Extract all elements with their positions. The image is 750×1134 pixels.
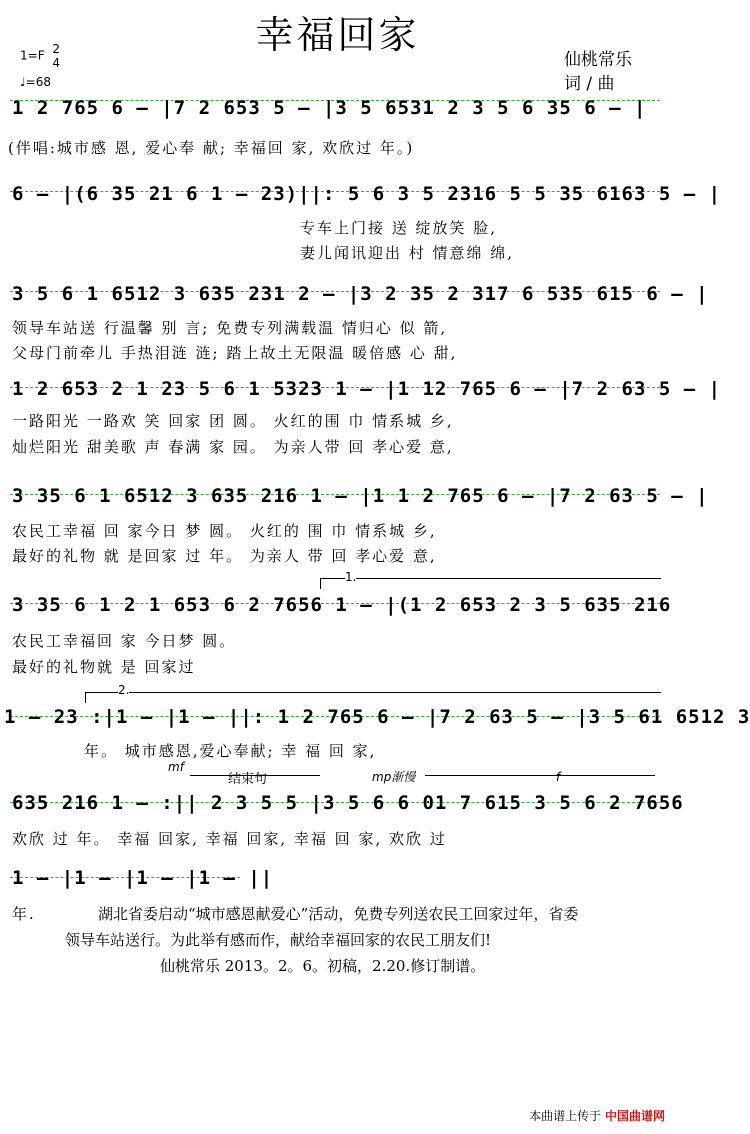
author-name: 仙桃常乐: [564, 50, 632, 70]
notation-row-7: 1 – 23 :|1 – |1 – ||: 1 2 765 6 – |7 2 63 5 – |3 5 61 6512 3: [4, 706, 750, 728]
composition-note-line-3: 仙桃常乐 2013。2。6。初稿，2.20.修订制谱。: [160, 957, 486, 975]
lyric-row-3a: 领导车站送 行温馨 别 言; 免费专列满载温 情归心 似 箭,: [12, 319, 448, 337]
composition-note-line-1: 湖北省委启动“城市感恩献爱心”活动，免费专列送农民工回家过年，省委: [98, 905, 579, 923]
tempo-marking: ♩=68: [20, 75, 51, 89]
lyric-row-6a: 农民工幸福回 家 今日梦 圆。: [12, 632, 237, 650]
lyric-row-5a: 农民工幸福 回 家今日 梦 圆。 火红的 围 巾 情系城 乡,: [12, 522, 437, 540]
key-label: 1=F: [20, 48, 45, 63]
lyric-row-9: 年.: [12, 905, 36, 923]
notation-row-1: 1 2 765 6 – |7 2 653 5 – |3 5 6531 2 3 5 6 35 6 – |: [12, 97, 647, 119]
time-sig-denominator: 4: [52, 56, 61, 70]
notation-row-5: 3 35 6 1 6512 3 635 216 1 – |1 1 2 765 6 – |7 2 63 5 – |: [12, 485, 709, 507]
lyric-row-2b: 妻儿闻讯迎出 村 情意绵 绵,: [300, 244, 515, 262]
source-footer: [529, 1107, 665, 1124]
notation-row-6: 3 35 6 1 2 1 653 6 2 7656 1 – |(1 2 653 2 3 5 635 216: [12, 594, 672, 616]
lyric-row-6b: 最好的礼物就 是 回家过: [12, 658, 196, 676]
lyric-row-4b: 灿烂阳光 甜美歌 声 春满 家 园。 为亲人带 回 孝心爱 意,: [12, 438, 454, 456]
song-title: 幸福回家: [255, 13, 420, 57]
crescendo-line: [425, 775, 655, 776]
lyric-row-5b: 最好的礼物 就 是回家 过 年。 为亲人 带 回 孝心爱 意,: [12, 547, 437, 565]
lyric-row-1: (伴唱:城市感 恩, 爱心奉 献; 幸福回 家, 欢欣过 年。): [8, 139, 415, 157]
notation-row-3: 3 5 6 1 6512 3 635 231 2 – |3 2 35 2 317 6 535 615 6 – |: [12, 283, 709, 305]
lyric-row-3b: 父母门前牵儿 手热泪涟 涟; 踏上故土无限温 暖倍感 心 甜,: [12, 344, 458, 362]
volta-2-label: 2.: [118, 683, 130, 697]
lyric-row-2a: 专车上门接 送 绽放笑 脸,: [300, 219, 498, 237]
dynamic-mf: mf: [168, 760, 184, 774]
lyric-row-4a: 一路阳光 一路欢 笑 回家 团 圆。 火红的围 巾 情系城 乡,: [12, 412, 454, 430]
site-logo: 中国曲谱网: [604, 1109, 665, 1123]
footer-text: 本曲谱上传于: [529, 1109, 602, 1123]
lyric-row-8: 欢欣 过 年。 幸福 回家, 幸福 回家, 幸福 回 家, 欢欣 过: [12, 830, 447, 848]
coda-line: [190, 775, 320, 776]
notation-row-4: 1 2 653 2 1 23 5 6 1 5323 1 – |1 12 765 6 – |7 2 63 5 – |: [12, 378, 722, 400]
volta-1-bracket: [320, 578, 661, 589]
author-block: [564, 48, 632, 96]
volta-1-label: 1.: [345, 570, 357, 584]
notation-row-9: 1 – |1 – |1 – |1 – ||: [12, 867, 274, 889]
time-sig-numerator: 2: [52, 42, 61, 56]
dynamic-mp: mp渐慢: [372, 770, 416, 784]
key-signature: [20, 42, 60, 70]
volta-2-bracket: [85, 692, 661, 703]
dynamic-f: f: [556, 770, 561, 784]
author-role: 词 / 曲: [564, 74, 615, 94]
composition-note-line-2: 领导车站送行。为此举有感而作，献给幸福回家的农民工朋友们!: [65, 931, 492, 949]
notation-row-2: 6 – |(6 35 21 6 1 – 23)||: 5 6 3 5 2316 5 5 35 6163 5 – |: [12, 183, 722, 205]
notation-row-8: 635 216 1 – :|| 2 3 5 5 |3 5 6 6 01 7 615 3 5 6 2 7656: [12, 792, 684, 814]
time-signature: [52, 42, 60, 70]
lyric-row-7: 年。 城市感恩,爱心奉献; 幸 福 回 家,: [84, 742, 377, 760]
coda-label: 结束句: [228, 772, 268, 787]
